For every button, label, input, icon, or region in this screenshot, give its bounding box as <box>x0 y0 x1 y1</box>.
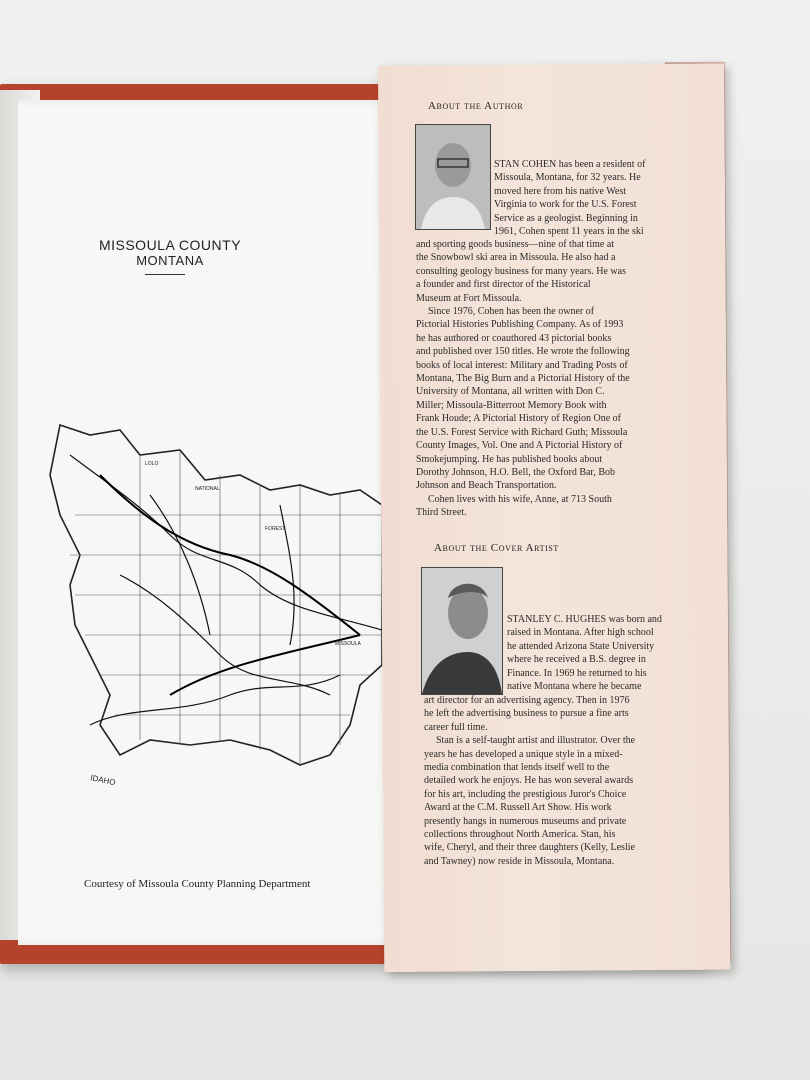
artist-bio-line: wife, Cheryl, and their three daughters (Kelly, Leslie <box>424 842 635 854</box>
artist-bio-line: detailed work he enjoys. He has won several awards <box>424 775 634 787</box>
map-grid <box>70 450 382 765</box>
author-bio-line: Cohen lives with his wife, Anne, at 713 South <box>428 493 612 505</box>
artist-bio-line: and Tawney) now reside in Missoula, Montana. <box>424 855 615 867</box>
map-title-county: MISSOULA COUNTY <box>98 237 242 253</box>
artist-bio-line: STANLEY C. HUGHES was born and <box>507 614 662 625</box>
artist-bio-line: art director for an advertising agency. Then in 1976 <box>424 695 630 706</box>
artist-bio-full <box>424 694 706 868</box>
author-bio-line: Virginia to work for the U.S. Forest <box>494 199 637 211</box>
author-bio-line: a founder and first director of the Historical <box>416 279 591 291</box>
author-bio-line: books of local interest: Military and Trading Posts of <box>416 359 628 371</box>
author-bio-line: County Images, Vol. One and A Pictorial History of <box>416 440 623 452</box>
map-credit: Courtesy of Missoula County Planning Department <box>84 878 311 890</box>
artist-portrait-icon <box>422 568 502 694</box>
map-label-idaho: IDAHO <box>89 773 117 788</box>
author-bio-line: Miller; Missoula-Bitterroot Memory Book with <box>416 399 607 411</box>
author-bio-line: Smokejumping. He has published books about <box>416 453 603 465</box>
map-title-state: MONTANA <box>136 253 204 268</box>
author-bio-line: Service as a geologist. Beginning in <box>494 212 638 224</box>
artist-bio-line: Finance. In 1969 he returned to his <box>507 667 647 679</box>
artist-name: STANLEY C. HUGHES <box>507 614 607 625</box>
author-bio-line: STAN COHEN has been a resident of <box>494 159 646 170</box>
artist-bio-line: where he received a B.S. degree in <box>507 654 646 666</box>
author-bio-line: and sporting goods business—nine of that time at <box>416 239 615 250</box>
author-bio-line: Missoula, Montana, for 32 years. He <box>494 172 641 184</box>
author-bio-line: the Snowbowl ski area in Missoula. He also had a <box>416 252 616 264</box>
author-portrait-icon <box>416 125 490 229</box>
author-bio-wrap <box>494 158 694 238</box>
artist-photo <box>421 567 503 695</box>
map-rivers <box>70 455 382 725</box>
author-bio-line: Museum at Fort Missoula. <box>416 292 522 304</box>
artist-bio-line: for his art, including the prestigious Juror's Choice <box>424 788 627 800</box>
map-title <box>80 238 260 268</box>
author-bio-line: and published over 150 titles. He wrote the following <box>416 346 630 358</box>
map-scale-bar <box>145 270 185 275</box>
map-label-lolo: LOLO <box>145 461 159 467</box>
about-author-heading: About the Author <box>428 100 524 112</box>
author-bio-line: Frank Houde; A Pictorial History of Region One of <box>416 413 621 425</box>
author-bio-full <box>416 238 696 520</box>
artist-bio-line: Stan is a self-taught artist and illustrator. Over the <box>436 735 636 747</box>
author-bio-line: Johnson and Beach Transportation. <box>416 480 557 492</box>
artist-bio-line: he left the advertising business to pursue a fine arts <box>424 708 629 720</box>
map-label-forest: FOREST <box>265 526 286 532</box>
author-bio-line: moved here from his native West <box>494 185 627 197</box>
artist-bio-line: media combination that lends itself well to the <box>424 762 610 774</box>
author-photo <box>415 124 491 230</box>
author-bio-line: Montana, The Big Burn and a Pictorial History of the <box>416 373 630 385</box>
map-label-national: NATIONAL <box>195 486 220 492</box>
artist-bio-line: native Montana where he became <box>507 681 642 693</box>
author-bio-line: 1961, Cohen spent 11 years in the ski <box>494 226 644 238</box>
author-bio-line: Since 1976, Cohen has been the owner of <box>428 306 595 318</box>
author-bio-line: consulting geology business for many years. He was <box>416 265 626 277</box>
author-bio-line: Pictorial Histories Publishing Company. As of 1993 <box>416 319 624 331</box>
artist-bio-line: collections throughout North America. Stan, his <box>424 829 616 841</box>
artist-bio-line: career full time. <box>424 721 488 733</box>
map-label-missoula: MISSOULA <box>335 641 361 647</box>
author-bio-line: he has authored or coauthored 43 pictorial books <box>416 332 612 344</box>
author-bio-line: the U.S. Forest Service with Richard Guth; Missoula <box>416 426 628 438</box>
author-name: STAN COHEN <box>494 159 557 170</box>
about-artist-heading: About the Cover Artist <box>434 542 559 554</box>
author-bio-line: Third Street. <box>416 507 467 519</box>
artist-bio-line: raised in Montana. After high school <box>507 627 654 639</box>
author-bio-line: University of Montana, all written with Don C. <box>416 386 605 398</box>
artist-bio-line: presently hangs in numerous museums and private <box>424 815 627 827</box>
artist-bio-line: years he has developed a unique style in a mixed- <box>424 748 623 760</box>
county-map <box>30 395 385 815</box>
artist-bio-line: he attended Arizona State University <box>507 640 655 652</box>
artist-bio-wrap <box>507 613 702 693</box>
author-bio-line: Dorothy Johnson, H.O. Bell, the Oxford Bar, Bob <box>416 466 616 478</box>
artist-bio-line: Award at the C.M. Russell Art Show. His work <box>424 802 612 814</box>
